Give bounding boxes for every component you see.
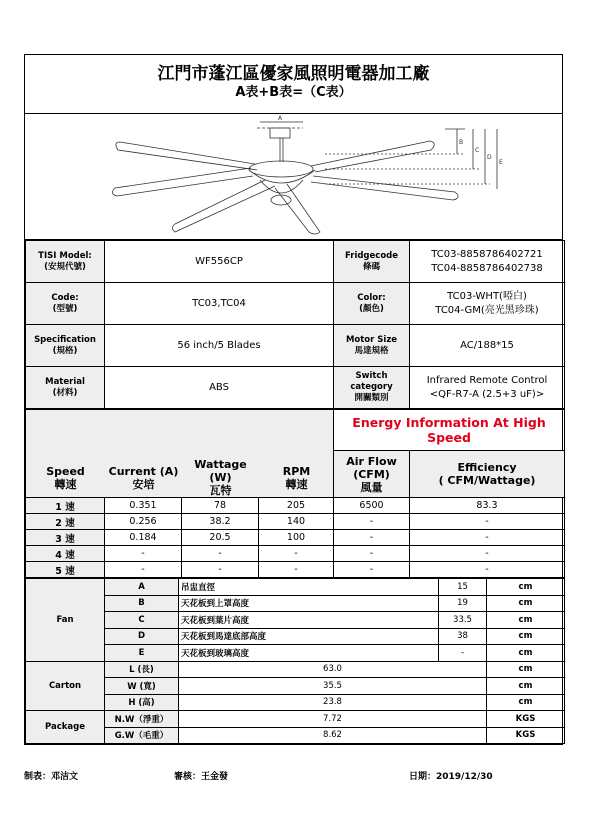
dim-label-d: D	[487, 154, 492, 161]
energy-title: Energy Information At High Speed	[334, 410, 565, 451]
value-barcode-2: TC04-8858786402738	[431, 262, 543, 274]
header-current: Current (A)	[108, 464, 179, 478]
footer-date: 日期：2019/12/30	[409, 772, 493, 782]
carton-row: H (高) 23.8 cm	[26, 694, 565, 711]
fan-drawing	[25, 114, 562, 240]
label-switch: Switch	[355, 371, 388, 381]
package-label: Package	[26, 711, 105, 744]
label-tisi-model: TISI Model:	[38, 250, 92, 261]
dimension-table	[25, 578, 565, 744]
dim-label-b: B	[459, 139, 464, 146]
package-row: Package N.W（淨重） 7.72 KGS	[26, 711, 565, 728]
label-code-cn: (型號)	[52, 303, 78, 314]
fan-row: B 天花板到上罩高度 19 cm	[26, 595, 565, 612]
header-airflow-unit: (CFM)	[353, 467, 390, 481]
value-code: TC03,TC04	[105, 283, 334, 325]
label-specification-cn: (規格)	[52, 345, 78, 356]
label-switch-category: category	[350, 382, 393, 392]
header-airflow-cn: 風量	[360, 480, 383, 494]
info-row-material	[26, 367, 565, 409]
label-fridgecode-cn: 條碼	[362, 261, 380, 272]
dim-label-a: A	[278, 115, 283, 122]
header-efficiency: Efficiency	[457, 461, 517, 474]
energy-table	[25, 409, 565, 578]
value-motor-size: AC/188*15	[410, 325, 565, 367]
energy-row: 4 速 - - - - -	[26, 546, 565, 562]
info-row-code	[26, 283, 565, 325]
fan-label: Fan	[26, 579, 105, 662]
label-fridgecode: Fridgecode	[344, 250, 399, 261]
spec-sheet	[24, 54, 563, 745]
value-color-1: TC03-WHT(啞白)	[447, 290, 527, 302]
label-code: Code:	[51, 292, 79, 303]
fan-row: C 天花板到葉片高度 33.5 cm	[26, 612, 565, 629]
header-current-cn: 安培	[132, 477, 155, 491]
header-speed-cn: 轉速	[54, 477, 77, 491]
header-wattage: Wattage (W)	[194, 458, 247, 484]
page-title: 江門市蓬江區優家風照明電器加工廠	[157, 64, 430, 84]
energy-row: 3 速 0.184 20.5 100 - -	[26, 530, 565, 546]
value-specification: 56 inch/5 Blades	[105, 325, 334, 367]
package-row: G.W（毛重） 8.62 KGS	[26, 727, 565, 744]
footer-maker: 制表：邓洁文	[24, 772, 79, 782]
value-tisi-model: WF556CP	[105, 241, 334, 283]
carton-row: W (寬) 35.5 cm	[26, 678, 565, 695]
header-wattage-cn: 瓦特	[209, 484, 232, 497]
header-rpm: RPM	[282, 464, 311, 478]
value-switch-2: <QF-R7-A (2.5+3 uF)>	[429, 388, 545, 400]
fan-row: D 天花板到馬達底部高度 38 cm	[26, 628, 565, 645]
energy-row: 5 速 - - - - -	[26, 562, 565, 578]
info-row-model	[26, 241, 565, 283]
energy-row: 1 速 0.351 78 205 6500 83.3	[26, 498, 565, 514]
footer-reviewer: 審核：王金發	[174, 772, 229, 782]
header-rpm-cn: 轉速	[285, 477, 308, 491]
label-specification: Specification	[34, 334, 96, 345]
info-row-spec	[26, 325, 565, 367]
value-switch-1: Infrared Remote Control	[426, 374, 548, 386]
label-motor-size: Motor Size	[345, 334, 398, 345]
label-color: Color:	[357, 292, 386, 303]
header	[25, 55, 562, 114]
ceiling-fan-diagram	[25, 114, 562, 239]
value-barcode-1: TC03-8858786402721	[431, 248, 543, 260]
label-motor-size-cn: 馬達規格	[354, 345, 389, 356]
fan-row: Fan A 吊盅直徑 15 cm	[26, 579, 565, 596]
label-tisi-model-cn: (安規代號)	[44, 261, 86, 272]
label-color-cn: (顏色)	[359, 303, 384, 314]
dim-label-e: E	[499, 159, 503, 166]
energy-row: 2 速 0.256 38.2 140 - -	[26, 514, 565, 530]
header-airflow: Air Flow	[346, 454, 397, 468]
header-speed: Speed	[46, 464, 85, 478]
dim-label-c: C	[475, 147, 480, 154]
product-info-table	[25, 240, 565, 409]
label-switch-cn: 開關類別	[354, 393, 389, 403]
header-efficiency-unit: ( CFM/Wattage)	[438, 474, 536, 487]
fan-row: E 天花板到玻璃高度 - cm	[26, 645, 565, 662]
carton-label: Carton	[26, 661, 105, 711]
label-material-cn: (材料)	[52, 387, 78, 398]
value-color-2: TC04-GM(亮光黑珍珠)	[435, 304, 539, 316]
value-material: ABS	[105, 367, 334, 409]
label-material: Material	[45, 376, 85, 387]
page-subtitle: A表+B表=（C表）	[235, 85, 352, 100]
carton-row: Carton L (長) 63.0 cm	[26, 661, 565, 678]
